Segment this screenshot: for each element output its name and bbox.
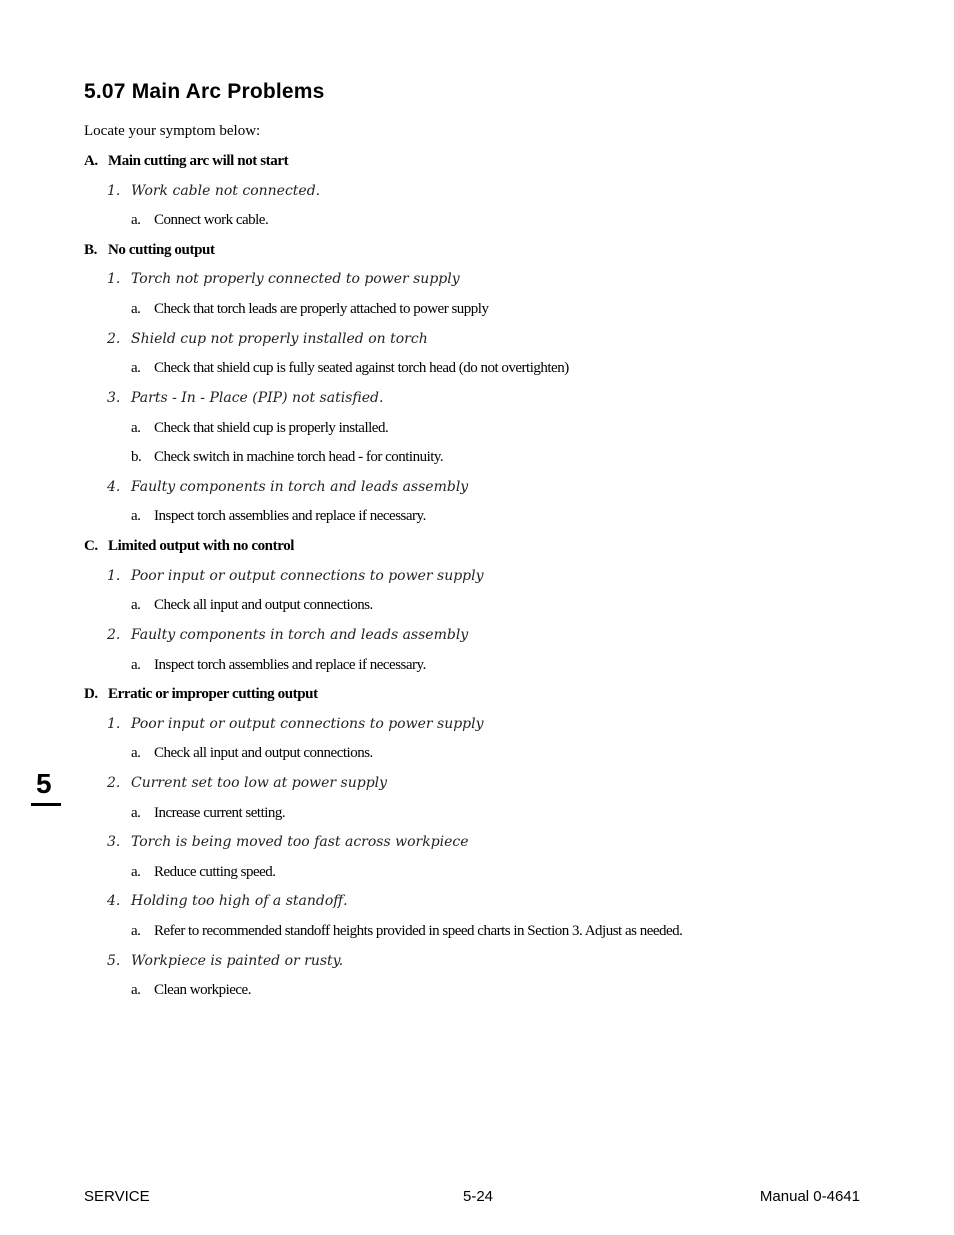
remedy-text: Check all input and output connections. (154, 745, 373, 761)
cause-text: Parts - In - Place (PIP) not satisfied. (131, 390, 384, 406)
cause-number: 1. (107, 183, 121, 199)
cause-text: Poor input or output connections to power supply (131, 716, 484, 732)
remedy-label: a. (131, 212, 141, 228)
remedy-item (131, 922, 682, 940)
cause-number: 3. (107, 390, 121, 406)
section-heading: 5.07 Main Arc Problems (84, 80, 325, 103)
symptom-title: Main cutting arc will not start (108, 153, 289, 169)
symptom-title: Limited output with no control (108, 538, 295, 554)
remedy-text: Clean workpiece. (154, 982, 251, 998)
cause-text: Faulty components in torch and leads assembly (131, 627, 469, 643)
cause-text: Torch is being moved too fast across workpiece (131, 834, 469, 850)
cause-item (107, 774, 387, 792)
remedy-text: Refer to recommended standoff heights provided in speed charts in Section 3. Adjust as needed. (154, 923, 683, 939)
remedy-item (131, 359, 569, 377)
remedy-text: Check all input and output connections. (154, 597, 373, 613)
remedy-label: a. (131, 657, 141, 673)
cause-text: Torch not properly connected to power supply (131, 271, 460, 287)
remedy-label: a. (131, 597, 141, 613)
cause-number: 2. (107, 627, 121, 643)
remedy-item (131, 419, 388, 437)
cause-item (107, 389, 383, 407)
symptom-label: B. (84, 242, 97, 258)
symptom-label: C. (84, 538, 98, 554)
cause-item (107, 182, 320, 200)
cause-item (107, 892, 348, 910)
cause-item (107, 567, 484, 585)
remedy-label: a. (131, 864, 141, 880)
remedy-text: Connect work cable. (154, 212, 269, 228)
symptom-label: D. (84, 686, 98, 702)
cause-item (107, 952, 343, 970)
symptom-heading (84, 241, 215, 259)
chapter-tab-rule (31, 803, 61, 806)
remedy-item (131, 656, 426, 674)
remedy-item (131, 596, 373, 614)
cause-number: 2. (107, 775, 121, 791)
chapter-tab-number: 5 (36, 768, 52, 799)
footer-section-name: SERVICE (84, 1188, 150, 1205)
symptom-heading (84, 537, 294, 555)
cause-number: 1. (107, 568, 121, 584)
cause-item (107, 626, 468, 644)
cause-item (107, 478, 468, 496)
symptom-heading (84, 685, 318, 703)
remedy-label: a. (131, 923, 141, 939)
cause-number: 4. (107, 893, 121, 909)
remedy-label: a. (131, 360, 141, 376)
remedy-item (131, 507, 426, 525)
remedy-label: a. (131, 805, 141, 821)
footer-manual-number: Manual 0-4641 (759, 1188, 860, 1205)
cause-text: Shield cup not properly installed on torch (131, 331, 428, 347)
cause-number: 2. (107, 331, 121, 347)
remedy-item (131, 448, 443, 466)
remedy-text: Check that shield cup is fully seated against torch head (do not overtighten) (154, 360, 569, 376)
cause-text: Faulty components in torch and leads assembly (131, 479, 469, 495)
remedy-text: Inspect torch assemblies and replace if necessary. (154, 657, 426, 673)
cause-item (107, 833, 469, 851)
cause-text: Holding too high of a standoff. (131, 893, 348, 909)
remedy-label: b. (131, 449, 142, 465)
cause-number: 4. (107, 479, 121, 495)
remedy-text: Inspect torch assemblies and replace if necessary. (154, 508, 426, 524)
cause-text: Work cable not connected. (131, 183, 321, 199)
remedy-text: Increase current setting. (154, 805, 286, 821)
remedy-item (131, 300, 488, 318)
remedy-text: Reduce cutting speed. (154, 864, 276, 880)
remedy-label: a. (131, 508, 141, 524)
cause-item (107, 330, 428, 348)
symptom-title: Erratic or improper cutting output (108, 686, 318, 702)
cause-text: Workpiece is painted or rusty. (131, 953, 344, 969)
remedy-text: Check that torch leads are properly attached to power supply (154, 301, 489, 317)
cause-item (107, 270, 460, 288)
remedy-label: a. (131, 420, 141, 436)
symptom-title: No cutting output (108, 242, 215, 258)
cause-number: 1. (107, 716, 121, 732)
cause-text: Poor input or output connections to power supply (131, 568, 484, 584)
intro-text: Locate your symptom below: (84, 123, 261, 139)
cause-text: Current set too low at power supply (131, 775, 388, 791)
remedy-item (131, 211, 268, 229)
remedy-label: a. (131, 745, 141, 761)
cause-number: 3. (107, 834, 121, 850)
cause-number: 1. (107, 271, 121, 287)
cause-number: 5. (107, 953, 121, 969)
remedy-label: a. (131, 982, 141, 998)
remedy-item (131, 981, 251, 999)
symptom-label: A. (84, 153, 98, 169)
remedy-item (131, 863, 276, 881)
remedy-text: Check that shield cup is properly installed. (154, 420, 389, 436)
remedy-item (131, 744, 373, 762)
remedy-text: Check switch in machine torch head - for continuity. (154, 449, 444, 465)
cause-item (107, 715, 484, 733)
remedy-item (131, 804, 285, 822)
remedy-label: a. (131, 301, 141, 317)
symptom-heading (84, 152, 288, 170)
footer-page-number: 5-24 (463, 1188, 494, 1205)
